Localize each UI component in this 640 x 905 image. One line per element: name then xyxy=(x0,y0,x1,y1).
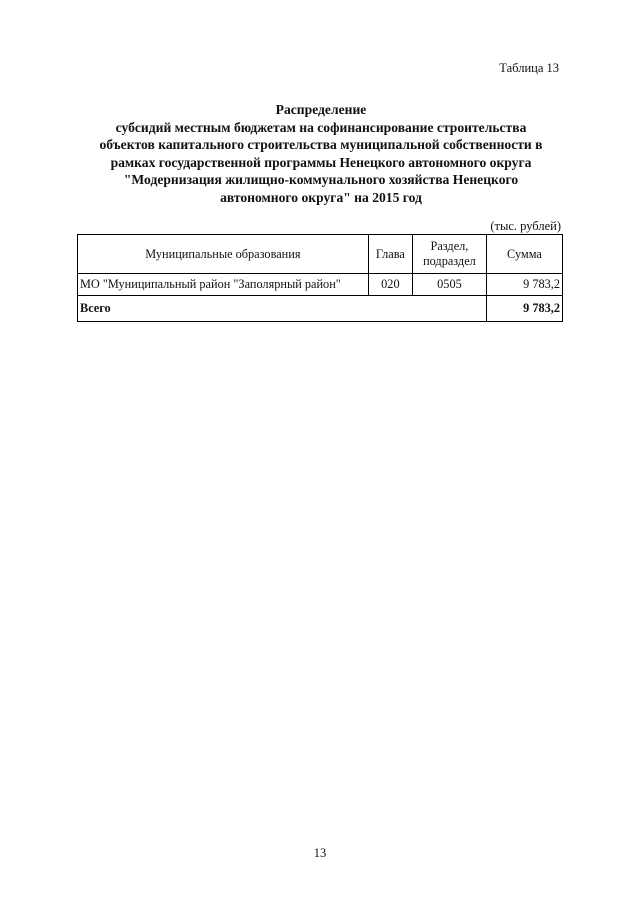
document-title xyxy=(78,101,564,206)
cell-amount: 9 783,2 xyxy=(486,274,562,296)
header-section xyxy=(412,235,486,274)
header-chapter: Глава xyxy=(368,235,412,274)
title-line: объектов капитального строительства муниципальной собственности в xyxy=(99,137,543,152)
header-section-line2: подраздел xyxy=(423,254,476,268)
cell-section: 0505 xyxy=(412,274,486,296)
title-line: "Модернизация жилищно-коммунального хозяйства Ненецкого xyxy=(123,172,519,187)
header-amount: Сумма xyxy=(486,235,562,274)
header-municipality: Муниципальные образования xyxy=(78,235,369,274)
cell-municipality: МО "Муниципальный район "Заполярный район" xyxy=(78,274,369,296)
cell-chapter: 020 xyxy=(368,274,412,296)
title-line: Распределение xyxy=(275,102,367,117)
title-line: рамках государственной программы Ненецкого автономного округа xyxy=(110,154,532,170)
units-label: (тыс. рублей) xyxy=(490,219,561,233)
title-line: субсидий местным бюджетам на софинансирование строительства xyxy=(115,119,527,135)
title-line: автономного округа" на 2015 год xyxy=(220,189,422,205)
table-row xyxy=(78,274,563,296)
header-section-line1: Раздел, xyxy=(430,239,469,253)
total-label: Всего xyxy=(78,296,487,322)
page-number: 13 xyxy=(313,846,327,860)
distribution-table xyxy=(77,234,563,322)
table-number-label: Таблица 13 xyxy=(499,61,559,75)
table-header-row xyxy=(78,235,563,274)
total-row xyxy=(78,296,563,322)
total-amount: 9 783,2 xyxy=(486,296,562,322)
